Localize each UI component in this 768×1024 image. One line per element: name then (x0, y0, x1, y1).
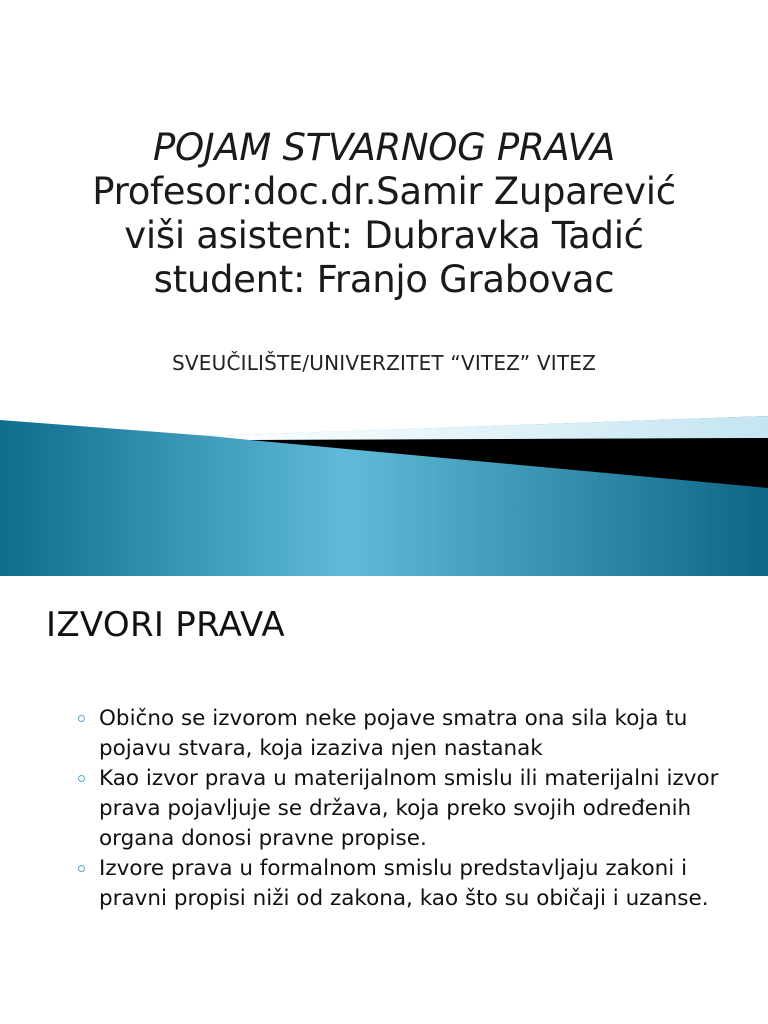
bullet-circle-icon (78, 715, 85, 722)
slide-subtitle: SVEUČILIŠTE/UNIVERZITET “VITEZ” VITEZ (172, 351, 596, 375)
title-line-assistant: viši asistent: Dubravka Tadić (124, 214, 644, 257)
slide-title: POJAM STVARNOG PRAVA (152, 126, 616, 169)
decorative-banner (0, 410, 768, 576)
list-item (78, 764, 738, 854)
bullet-circle-icon (78, 775, 85, 782)
bullet-list (78, 704, 738, 914)
title-line-professor: Profesor:doc.dr.Samir Zuparević (92, 170, 676, 213)
bullet-text: Obično se izvorom neke pojave smatra ona sila koja tu pojavu stvara, koja izaziva njen nastanak (99, 706, 688, 761)
bullet-text: Kao izvor prava u materijalnom smislu ili materijalni izvor prava pojavljuje se država, koja preko svojih određenih organa donosi pravne propise. (99, 766, 719, 851)
section-heading: IZVORI PRAVA (46, 605, 285, 645)
title-block (0, 126, 768, 302)
content-slide (0, 576, 768, 1024)
bullet-text: Izvore prava u formalnom smislu predstavljaju zakoni i pravni propisi niži od zakona, kao što su običaji i uzanse. (99, 856, 709, 911)
list-item (78, 854, 738, 914)
list-item (78, 704, 738, 764)
bullet-circle-icon (78, 865, 85, 872)
title-line-student: student: Franjo Grabovac (153, 258, 615, 301)
